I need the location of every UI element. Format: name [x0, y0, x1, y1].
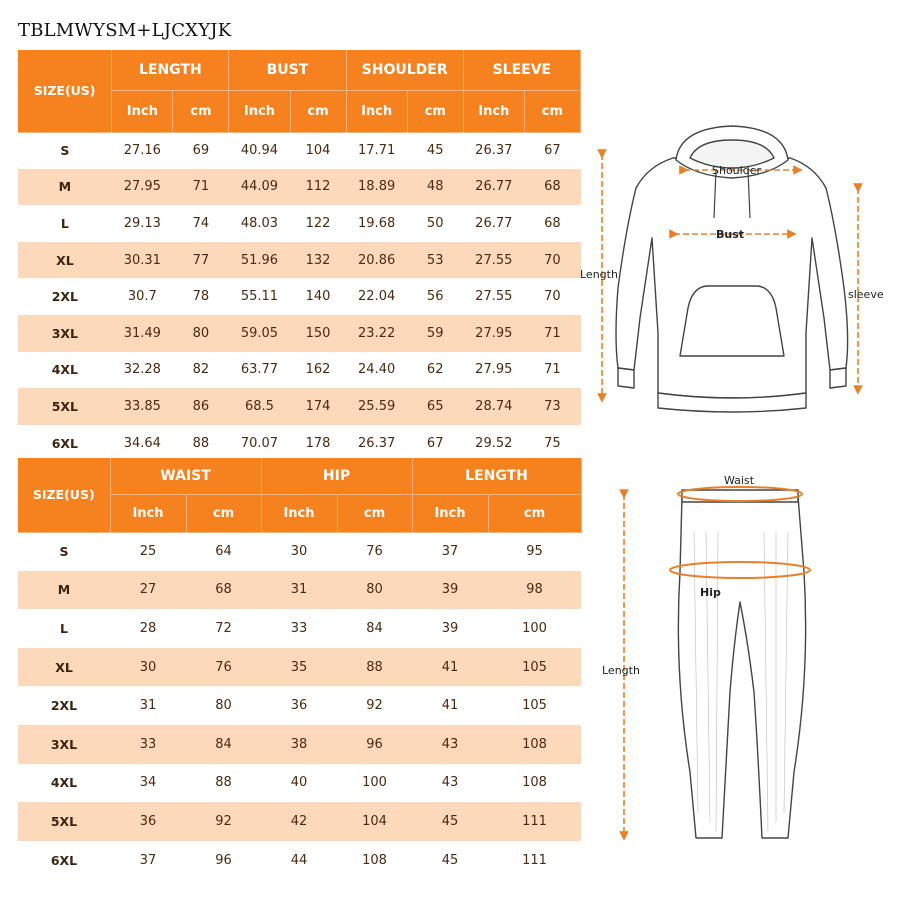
- measurement-cell: 77: [173, 242, 229, 279]
- measurement-cell: 41: [412, 648, 488, 687]
- measurement-cell: 78: [192, 289, 210, 305]
- measurement-cell: 69: [192, 143, 210, 159]
- measurement-cell: 80: [337, 571, 412, 610]
- measurement-cell: 73: [524, 388, 580, 425]
- table-row: [18, 841, 581, 880]
- size-cell: XL: [18, 648, 110, 687]
- size-cell: S: [60, 143, 70, 159]
- waist-label: Waist: [724, 474, 755, 487]
- measurement-cell: 43: [412, 725, 488, 764]
- measurement-cell: 59: [407, 315, 463, 352]
- measurement-cell: 23.22: [346, 315, 407, 352]
- table-row: [18, 315, 581, 352]
- measurement-cell: 22.04: [358, 289, 396, 305]
- measurement-cell: 108: [362, 852, 387, 868]
- bust-group-header: BUST: [229, 50, 346, 90]
- length-label: Length: [602, 664, 640, 677]
- measurement-cell: 27.95: [475, 362, 513, 378]
- measurement-cell: 26.77: [475, 215, 513, 231]
- unit-header-cm: cm: [290, 90, 346, 132]
- measurement-cell: 174: [290, 388, 346, 425]
- unit-header-inch: Inch: [112, 90, 173, 132]
- unit-header-inch: Inch: [346, 90, 407, 132]
- measurement-cell: 88: [337, 648, 412, 687]
- measurement-cell: 84: [366, 620, 383, 636]
- table-row: [18, 609, 581, 648]
- measurement-cell: 48: [407, 169, 463, 206]
- measurement-cell: 74: [192, 215, 210, 231]
- measurement-cell: 45: [441, 852, 459, 868]
- measurement-cell: 55.11: [240, 289, 279, 305]
- measurement-cell: 35: [261, 648, 337, 687]
- table-row: [18, 169, 581, 206]
- unit-header-cm: cm: [407, 90, 463, 132]
- size-cell: 4XL: [51, 362, 79, 378]
- measurement-cell: 100: [522, 620, 547, 636]
- measurement-cell: 40.94: [240, 143, 279, 159]
- unit-header-cm: cm: [186, 494, 261, 532]
- unit-header-inch: Inch: [261, 494, 337, 532]
- measurement-cell: 178: [305, 435, 331, 451]
- measurement-cell: 112: [290, 169, 346, 206]
- measurement-cell: 71: [544, 362, 561, 378]
- size-cell: 6XL: [50, 852, 78, 868]
- measurement-cell: 36: [290, 698, 308, 714]
- measurement-cell: 41: [441, 698, 459, 714]
- size-cell: L: [60, 620, 68, 636]
- size-column-header: SIZE(US): [18, 458, 110, 532]
- table-row: [18, 425, 581, 462]
- measurement-cell: 104: [337, 802, 412, 841]
- table-row: [18, 388, 581, 425]
- measurement-cell: 29.13: [123, 215, 161, 231]
- measurement-cell: 45: [426, 143, 444, 159]
- size-cell: S: [59, 544, 69, 560]
- size-column-header: SIZE(US): [18, 50, 112, 132]
- measurement-cell: 65: [407, 388, 463, 425]
- measurement-cell: 96: [337, 725, 412, 764]
- measurement-cell: 132: [290, 242, 346, 279]
- unit-header-cm: cm: [524, 90, 580, 132]
- measurement-cell: 45: [412, 802, 488, 841]
- measurement-cell: 88: [192, 435, 210, 451]
- measurement-cell: 59.05: [229, 315, 290, 352]
- measurement-cell: 84: [186, 725, 261, 764]
- measurement-cell: 95: [526, 544, 543, 560]
- measurement-cell: 28.74: [463, 388, 524, 425]
- measurement-cell: 32.28: [123, 362, 161, 378]
- measurement-cell: 34.64: [123, 435, 161, 451]
- measurement-cell: 105: [522, 698, 547, 714]
- measurement-cell: 26.37: [475, 143, 513, 159]
- measurement-cell: 88: [215, 775, 232, 791]
- measurement-cell: 27: [110, 571, 186, 610]
- measurement-cell: 105: [488, 648, 581, 687]
- measurement-cell: 33.85: [112, 388, 173, 425]
- measurement-cell: 68.5: [229, 388, 290, 425]
- measurement-cell: 71: [524, 315, 580, 352]
- measurement-cell: 44: [290, 852, 308, 868]
- measurement-cell: 50: [426, 215, 444, 231]
- measurement-cell: 30.31: [112, 242, 173, 279]
- measurement-cell: 17.71: [358, 143, 396, 159]
- measurement-cell: 86: [173, 388, 229, 425]
- measurement-cell: 30: [110, 648, 186, 687]
- measurement-cell: 43: [441, 775, 459, 791]
- measurement-cell: 31: [139, 698, 157, 714]
- table-row: [18, 764, 581, 803]
- measurement-cell: 25: [139, 544, 157, 560]
- size-cell: 3XL: [18, 315, 112, 352]
- hip-label: Hip: [700, 586, 721, 599]
- measurement-cell: 29.52: [475, 435, 513, 451]
- measurement-cell: 62: [426, 362, 444, 378]
- brand-title: TBLMWYSM+LJCXYJK: [18, 20, 232, 41]
- measurement-cell: 70: [544, 289, 561, 305]
- measurement-cell: 27.95: [463, 315, 524, 352]
- size-cell: L: [60, 215, 69, 231]
- measurement-cell: 68: [544, 215, 561, 231]
- unit-header-cm: cm: [337, 494, 412, 532]
- table-row: [18, 278, 581, 315]
- shoulder-label: Shoulder: [712, 164, 761, 177]
- measurement-cell: 38: [261, 725, 337, 764]
- measurement-cell: 64: [215, 544, 232, 560]
- measurement-cell: 36: [110, 802, 186, 841]
- hip-group-header: HIP: [261, 458, 412, 494]
- measurement-cell: 27.55: [475, 289, 513, 305]
- size-cell: 3XL: [18, 725, 110, 764]
- measurement-cell: 26.37: [358, 435, 396, 451]
- table-row: [18, 802, 581, 841]
- measurement-cell: 98: [488, 571, 581, 610]
- measurement-cell: 68: [186, 571, 261, 610]
- size-cell: M: [18, 169, 112, 206]
- size-cell: M: [18, 571, 110, 610]
- measurement-cell: 67: [426, 435, 444, 451]
- measurement-cell: 40: [290, 775, 308, 791]
- measurement-cell: 108: [522, 775, 547, 791]
- measurement-cell: 68: [524, 169, 580, 206]
- measurement-cell: 75: [544, 435, 561, 451]
- unit-header-inch: Inch: [463, 90, 524, 132]
- table-row: [18, 132, 581, 169]
- measurement-cell: 53: [407, 242, 463, 279]
- measurement-cell: 72: [215, 620, 232, 636]
- measurement-cell: 27.55: [463, 242, 524, 279]
- leggings-illustration-icon: [598, 472, 818, 852]
- measurement-cell: 104: [305, 143, 331, 159]
- measurement-cell: 111: [522, 852, 547, 868]
- measurement-cell: 76: [186, 648, 261, 687]
- measurement-cell: 27.16: [123, 143, 161, 159]
- measurement-cell: 24.40: [358, 362, 396, 378]
- measurement-cell: 30.7: [127, 289, 157, 305]
- measurement-cell: 34: [139, 775, 157, 791]
- measurement-cell: 31: [261, 571, 337, 610]
- measurement-cell: 42: [261, 802, 337, 841]
- unit-header-cm: cm: [173, 90, 229, 132]
- length-label: Length: [580, 268, 618, 281]
- measurement-cell: 51.96: [229, 242, 290, 279]
- measurement-cell: 140: [305, 289, 331, 305]
- measurement-cell: 37: [441, 544, 459, 560]
- measurement-cell: 96: [215, 852, 232, 868]
- measurement-cell: 150: [290, 315, 346, 352]
- length-group-header: LENGTH: [412, 458, 581, 494]
- measurement-cell: 31.49: [112, 315, 173, 352]
- measurement-cell: 122: [305, 215, 331, 231]
- sleeve-group-header: SLEEVE: [463, 50, 580, 90]
- measurement-cell: 18.89: [346, 169, 407, 206]
- measurement-cell: 80: [173, 315, 229, 352]
- table-row: [18, 532, 581, 571]
- table-row: [18, 205, 581, 242]
- measurement-cell: 37: [139, 852, 157, 868]
- size-cell: 5XL: [18, 388, 112, 425]
- measurement-cell: 82: [192, 362, 210, 378]
- measurement-cell: 33: [110, 725, 186, 764]
- measurement-cell: 162: [305, 362, 331, 378]
- measurement-cell: 48.03: [240, 215, 279, 231]
- size-cell: 6XL: [51, 435, 79, 451]
- sleeve-label: sleeve: [848, 288, 884, 301]
- table-row: [18, 648, 581, 687]
- measurement-cell: 92: [366, 698, 383, 714]
- hoodie-illustration-icon: [578, 118, 888, 418]
- measurement-cell: 27.95: [112, 169, 173, 206]
- measurement-cell: 67: [544, 143, 561, 159]
- measurement-cell: 100: [362, 775, 387, 791]
- measurement-cell: 39: [441, 620, 459, 636]
- measurement-cell: 56: [426, 289, 444, 305]
- table-row: [18, 242, 581, 279]
- size-cell: 2XL: [51, 289, 79, 305]
- length-group-header: LENGTH: [112, 50, 229, 90]
- measurement-cell: 44.09: [229, 169, 290, 206]
- measurement-cell: 19.68: [358, 215, 396, 231]
- table-row: [18, 725, 581, 764]
- unit-header-cm: cm: [488, 494, 581, 532]
- measurement-cell: 71: [173, 169, 229, 206]
- measurement-cell: 63.77: [240, 362, 279, 378]
- table-row: [18, 571, 581, 610]
- table-row: [18, 686, 581, 725]
- measurement-cell: 111: [488, 802, 581, 841]
- measurement-cell: 92: [186, 802, 261, 841]
- size-cell: 2XL: [50, 698, 78, 714]
- measurement-cell: 39: [412, 571, 488, 610]
- measurement-cell: 70.07: [240, 435, 279, 451]
- hoodie-size-table: [18, 50, 581, 461]
- measurement-cell: 25.59: [346, 388, 407, 425]
- measurement-cell: 26.77: [463, 169, 524, 206]
- bust-label: Bust: [716, 228, 745, 241]
- pants-size-table: [18, 458, 582, 879]
- unit-header-inch: Inch: [412, 494, 488, 532]
- measurement-cell: 28: [139, 620, 157, 636]
- table-row: [18, 352, 581, 389]
- measurement-cell: 76: [366, 544, 383, 560]
- size-cell: 5XL: [18, 802, 110, 841]
- measurement-cell: 80: [215, 698, 232, 714]
- unit-header-inch: Inch: [110, 494, 186, 532]
- measurement-cell: 20.86: [346, 242, 407, 279]
- size-cell: 4XL: [50, 775, 78, 791]
- measurement-cell: 30: [290, 544, 308, 560]
- size-cell: XL: [18, 242, 112, 279]
- waist-group-header: WAIST: [110, 458, 261, 494]
- measurement-cell: 108: [488, 725, 581, 764]
- unit-header-inch: Inch: [229, 90, 290, 132]
- shoulder-group-header: SHOULDER: [346, 50, 463, 90]
- measurement-cell: 70: [524, 242, 580, 279]
- measurement-cell: 33: [290, 620, 308, 636]
